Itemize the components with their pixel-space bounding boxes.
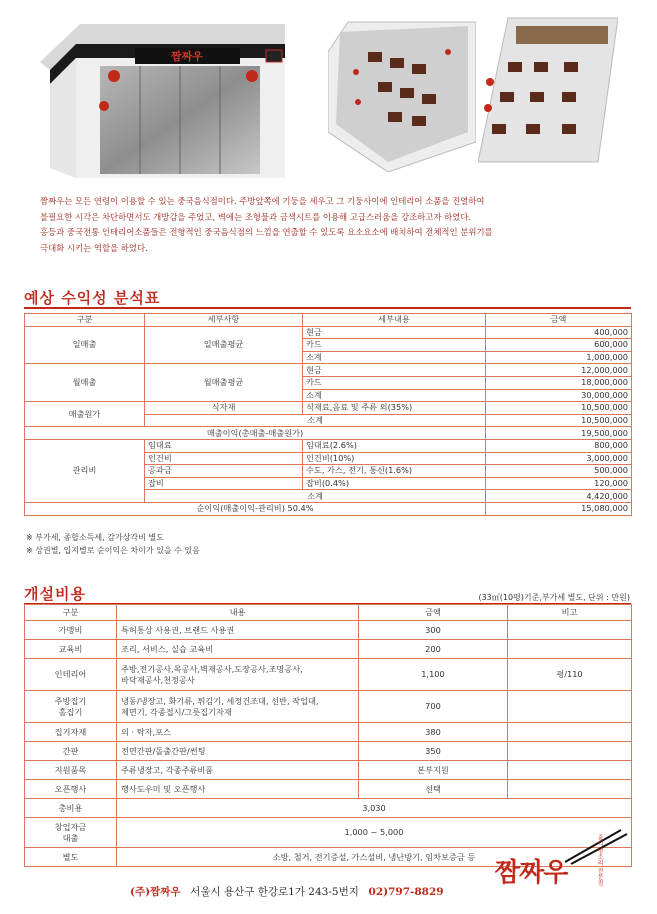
note-cell <box>508 691 632 723</box>
opening-section-title: 개설비용 <box>24 585 86 603</box>
logo-text: 짬짜우 <box>495 858 568 888</box>
shop-sign-text: 짬짜우 <box>171 50 203 63</box>
header-cell: 비고 <box>508 605 632 621</box>
total-amount-cell: 3,030 <box>117 799 632 818</box>
profit-table <box>24 313 632 516</box>
content-cell: 임대료(2.6%) <box>303 439 486 452</box>
note-cell <box>508 780 632 799</box>
amount-cell: 800,000 <box>486 439 632 452</box>
category-cell: 일매출 <box>25 326 145 364</box>
table-row <box>25 640 632 659</box>
category-cell: 교육비 <box>25 640 117 659</box>
note-cell <box>508 640 632 659</box>
table-row <box>25 427 632 440</box>
table-row <box>25 364 632 377</box>
content-cell: 조리, 서비스, 실습 교육비 <box>117 640 359 659</box>
table-header-row <box>25 314 632 327</box>
total-label-cell: 총비용 <box>25 799 117 818</box>
content-cell: 주류냉장고, 각종주류비품 <box>117 761 359 780</box>
subtotal-label-cell: 소계 <box>145 414 486 427</box>
loan-amount-cell: 1,000 ~ 5,000 <box>117 818 632 848</box>
category-cell: 주방집기 홀집기 <box>25 691 117 723</box>
table-row <box>25 402 632 415</box>
amount-cell: 4,420,000 <box>486 490 632 503</box>
category-cell: 오픈행사 <box>25 780 117 799</box>
category-cell: 가맹비 <box>25 621 117 640</box>
detail-cell: 월매출평균 <box>145 364 303 402</box>
category-cell: 집기자재 <box>25 723 117 742</box>
content-cell: 특허통상 사용권, 브랜드 사용권 <box>117 621 359 640</box>
amount-cell: 30,000,000 <box>486 389 632 402</box>
table-row <box>25 761 632 780</box>
detail-cell: 식자재 <box>145 402 303 415</box>
intro-line: 극대화 시키는 역할을 하였다. <box>40 242 148 253</box>
category-cell: 매출원가 <box>25 402 145 427</box>
amount-cell: 600,000 <box>486 339 632 352</box>
note-cell: 평/110 <box>508 659 632 691</box>
intro-line: 홍등과 중국전통 인테리어소품들은 전형적인 중국음식점의 느낌을 연출할 수 있도록 요소요소에 배치하여 전체적인 분위기를 <box>40 227 493 237</box>
content-cell: 인건비(10%) <box>303 452 486 465</box>
header-cell: 세부사항 <box>145 314 303 327</box>
amount-cell: 10,500,000 <box>486 402 632 415</box>
amount-cell: 700 <box>359 691 508 723</box>
interior-topview-illustration <box>478 12 618 172</box>
amount-cell: 본부지원 <box>359 761 508 780</box>
amount-cell: 500,000 <box>486 465 632 478</box>
footer-company: (주)짬짜우 <box>130 886 181 898</box>
header-cell: 구분 <box>25 314 145 327</box>
amount-cell: 350 <box>359 742 508 761</box>
note-line: ※ 상권별, 입지별로 순이익은 차이가 있을 수 있음 <box>26 546 200 555</box>
net-profit-label-cell: 순이익(매출이익-관리비) 50.4% <box>25 502 486 515</box>
content-cell: 행사도우미 및 오픈행사 <box>117 780 359 799</box>
content-cell: 잡비(0.4%) <box>303 477 486 490</box>
amount-cell: 1,000,000 <box>486 351 632 364</box>
extra-content-cell: 소방, 철거, 전기증설, 가스설비, 냉난방기, 임차보증금 등 <box>117 848 632 867</box>
table-row <box>25 799 632 818</box>
amount-cell: 120,000 <box>486 477 632 490</box>
table-row <box>25 326 632 339</box>
detail-cell: 일매출평균 <box>145 326 303 364</box>
note-cell <box>508 742 632 761</box>
amount-cell: 400,000 <box>486 326 632 339</box>
header-cell: 금액 <box>486 314 632 327</box>
content-cell: 주방,전기공사,목공사,벽재공사,도장공사,조명공사, 바닥재공사,천정공사 <box>117 659 359 691</box>
header-cell: 금액 <box>359 605 508 621</box>
note-cell <box>508 761 632 780</box>
content-cell: 카드 <box>303 376 486 389</box>
content-cell: 현금 <box>303 364 486 377</box>
category-cell: 인테리어 <box>25 659 117 691</box>
content-cell: 소계 <box>303 389 486 402</box>
content-cell: 식재료,음료 및 주류 외(35%) <box>303 402 486 415</box>
note-cell <box>508 723 632 742</box>
table-row <box>25 723 632 742</box>
footer <box>130 884 444 899</box>
profit-title-rule <box>24 307 631 309</box>
footer-phone: 02)797-8829 <box>368 886 444 898</box>
storefront-illustration <box>40 10 285 178</box>
profit-section-title: 예상 수익성 분석표 <box>24 289 161 307</box>
loan-label-cell: 창업자금 대출 <box>25 818 117 848</box>
content-cell: 냉동/냉장고, 화기류, 튀김기, 세정건조대, 선반, 작업대, 제면기, 각종접시/그릇집기자재 <box>117 691 359 723</box>
amount-cell: 12,000,000 <box>486 364 632 377</box>
table-row <box>25 780 632 799</box>
amount-cell: 380 <box>359 723 508 742</box>
interior-perspective-illustration <box>328 12 476 172</box>
header-cell: 내용 <box>117 605 359 621</box>
footer-address: 서울시 용산구 한강로1가 243-5번지 <box>190 886 359 898</box>
subtotal-label-cell: 소계 <box>145 490 486 503</box>
note-cell <box>508 621 632 640</box>
amount-cell: 1,100 <box>359 659 508 691</box>
table-row <box>25 691 632 723</box>
header-cell: 세부내용 <box>303 314 486 327</box>
amount-cell: 3,000,000 <box>486 452 632 465</box>
amount-cell: 19,500,000 <box>486 427 632 440</box>
content-cell: 전면간판/돌출간판/썬팅 <box>117 742 359 761</box>
table-header-row <box>25 605 632 621</box>
detail-cell: 인건비 <box>145 452 303 465</box>
table-row <box>25 742 632 761</box>
amount-cell: 선택 <box>359 780 508 799</box>
content-cell: 현금 <box>303 326 486 339</box>
intro-line: 짬짜우는 모든 연령이 이용할 수 있는 중국음식점이다. 주방앞쪽에 기둥을 세우고 그 기둥사이에 인테리어 소품을 진열하여 <box>40 196 485 206</box>
category-cell: 관리비 <box>25 439 145 502</box>
category-cell: 간판 <box>25 742 117 761</box>
header-cell: 구분 <box>25 605 117 621</box>
brand-logo <box>495 828 635 888</box>
detail-cell: 공과금 <box>145 465 303 478</box>
detail-cell: 임대료 <box>145 439 303 452</box>
amount-cell: 10,500,000 <box>486 414 632 427</box>
content-cell: 소계 <box>303 351 486 364</box>
table-row <box>25 502 632 515</box>
gross-profit-label-cell: 매출이익(총매출-매출원가) <box>25 427 486 440</box>
intro-paragraph <box>40 194 620 256</box>
table-row <box>25 439 632 452</box>
profit-notes <box>26 531 200 557</box>
intro-line: 불필요한 시각은 차단하면서도 개방감을 주었고, 벽에는 조형물과 금색시트를 이용해 고급스러움을 강조하고자 하였다. <box>40 211 472 222</box>
amount-cell: 300 <box>359 621 508 640</box>
table-row <box>25 659 632 691</box>
content-cell: 의 · 탁자,포스 <box>117 723 359 742</box>
table-row <box>25 621 632 640</box>
category-cell: 월매출 <box>25 364 145 402</box>
extra-label-cell: 별도 <box>25 848 117 867</box>
detail-cell: 잡비 <box>145 477 303 490</box>
amount-cell: 200 <box>359 640 508 659</box>
amount-cell: 15,080,000 <box>486 502 632 515</box>
logo-tagline: 중식 명소리 전문점 <box>596 834 603 886</box>
category-cell: 지원품목 <box>25 761 117 780</box>
content-cell: 카드 <box>303 339 486 352</box>
content-cell: 수도, 가스, 전기, 통신(1.6%) <box>303 465 486 478</box>
note-line: ※ 부가세, 종합소득세, 감가상각비 별도 <box>26 533 164 542</box>
unit-note: (33㎡(10평)기준,부가세 별도, 단위 : 만원) <box>478 593 630 602</box>
amount-cell: 18,000,000 <box>486 376 632 389</box>
